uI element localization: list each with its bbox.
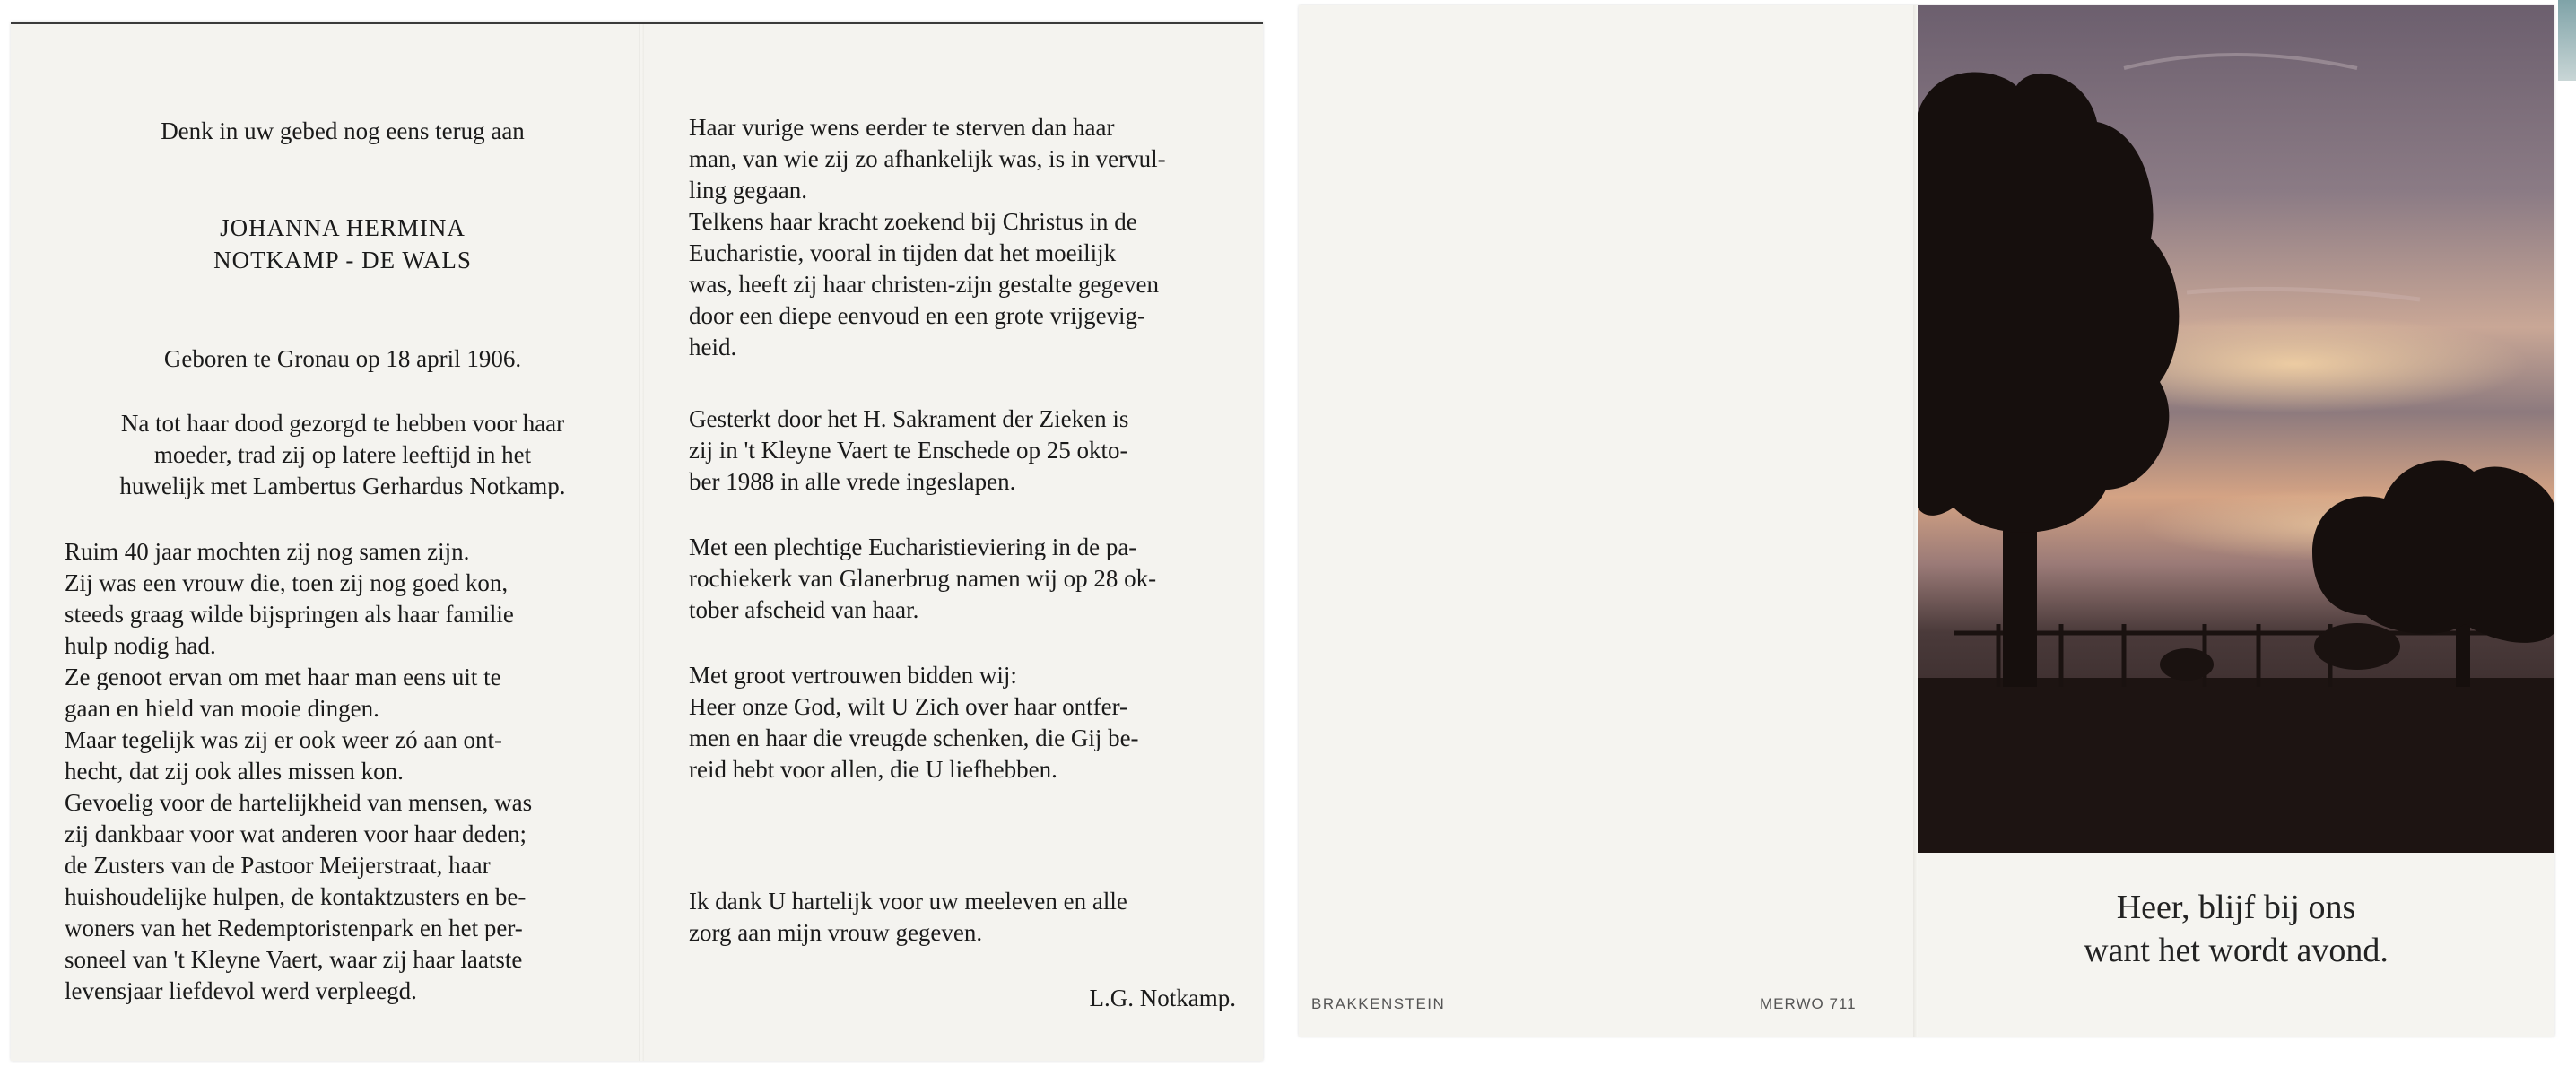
paragraph-life: Ruim 40 jaar mochten zij nog samen zijn. Zij was een vrouw die, toen zij nog goed kon, steeds graag wilde bijspringen als haar familie hulp nodig had. Ze genoot ervan om met haar man eens uit te gaan en hield van mooie dingen. Maar tegelijk was zij er ook weer zó aan ont- hecht, dat zij ook alles missen kon. Gevoelig voor de hartelijkheid van mensen, was zij dankbaar voor wat anderen voor haar deden; de Zusters van de Pastoor Meijerstraat, haar huishoudelijke hulpen, de kontaktzusters en be- woners van het Redemptoristenpark en het per- soneel van 't Kleyne Vaert, waar zij haar laatste levensjaar liefdevol werd verpleegd.	[65, 538, 533, 1004]
cover-caption	[1918, 886, 2554, 972]
caption-line2: want het wordt avond.	[2084, 932, 2389, 969]
deceased-name-line2: NOTKAMP - DE WALS	[213, 247, 472, 273]
paragraph-prayer: Met groot vertrouwen bidden wij: Heer onze God, wilt U Zich over haar ontfer- men en haar die vreugde schenken, die Gij be- reid hebt voor allen, die U liefhebben.	[689, 662, 1139, 783]
intro-line: Denk in uw gebed nog eens terug aan	[161, 117, 525, 144]
paragraph-funeral: Met een plechtige Eucharistieviering in de pa- rochiekerk van Glanerbrug namen wij op 28 ok- tober afscheid van haar.	[689, 534, 1157, 623]
publisher-label: BRAKKENSTEIN	[1311, 995, 1446, 1012]
paragraph-caregiving: Na tot haar dood gezorgd te hebben voor haar moeder, trad zij op latere leeftijd in het huwelijk met Lambertus Gerhardus Notkamp.	[119, 410, 566, 499]
birth-line: Geboren te Gronau op 18 april 1906.	[163, 345, 522, 372]
signature: L.G. Notkamp.	[1089, 985, 1236, 1011]
memorial-card-cover	[1299, 5, 2554, 1037]
background-edge	[2558, 0, 2576, 81]
memorial-card-inside	[11, 22, 1263, 1061]
product-code: MERWO 711	[1760, 995, 1857, 1012]
deceased-name-line1: JOHANNA HERMINA	[220, 214, 466, 241]
card-fold-line	[639, 24, 644, 1061]
sunset-trees-landscape-photo	[1918, 5, 2554, 853]
paragraph-thanks: Ik dank U hartelijk voor uw meeleven en alle zorg aan mijn vrouw gegeven.	[689, 888, 1127, 946]
paragraph-faith: Haar vurige wens eerder te sterven dan haar man, van wie zij zo afhankelijk was, is in vervul- ling gegaan. Telkens haar kracht zoekend bij Christus in de Eucharistie, vooral in tijden dat het moeilijk was, heeft zij haar christen-zijn gestalte gegeven door een diepe eenvoud en een grote vrijgevig- heid.	[689, 114, 1166, 360]
paragraph-death: Gesterkt door het H. Sakrament der Zieken is zij in 't Kleyne Vaert te Enschede op 25 okto- ber 1988 in alle vrede ingeslapen.	[689, 405, 1129, 495]
caption-line1: Heer, blijf bij ons	[2116, 889, 2356, 926]
